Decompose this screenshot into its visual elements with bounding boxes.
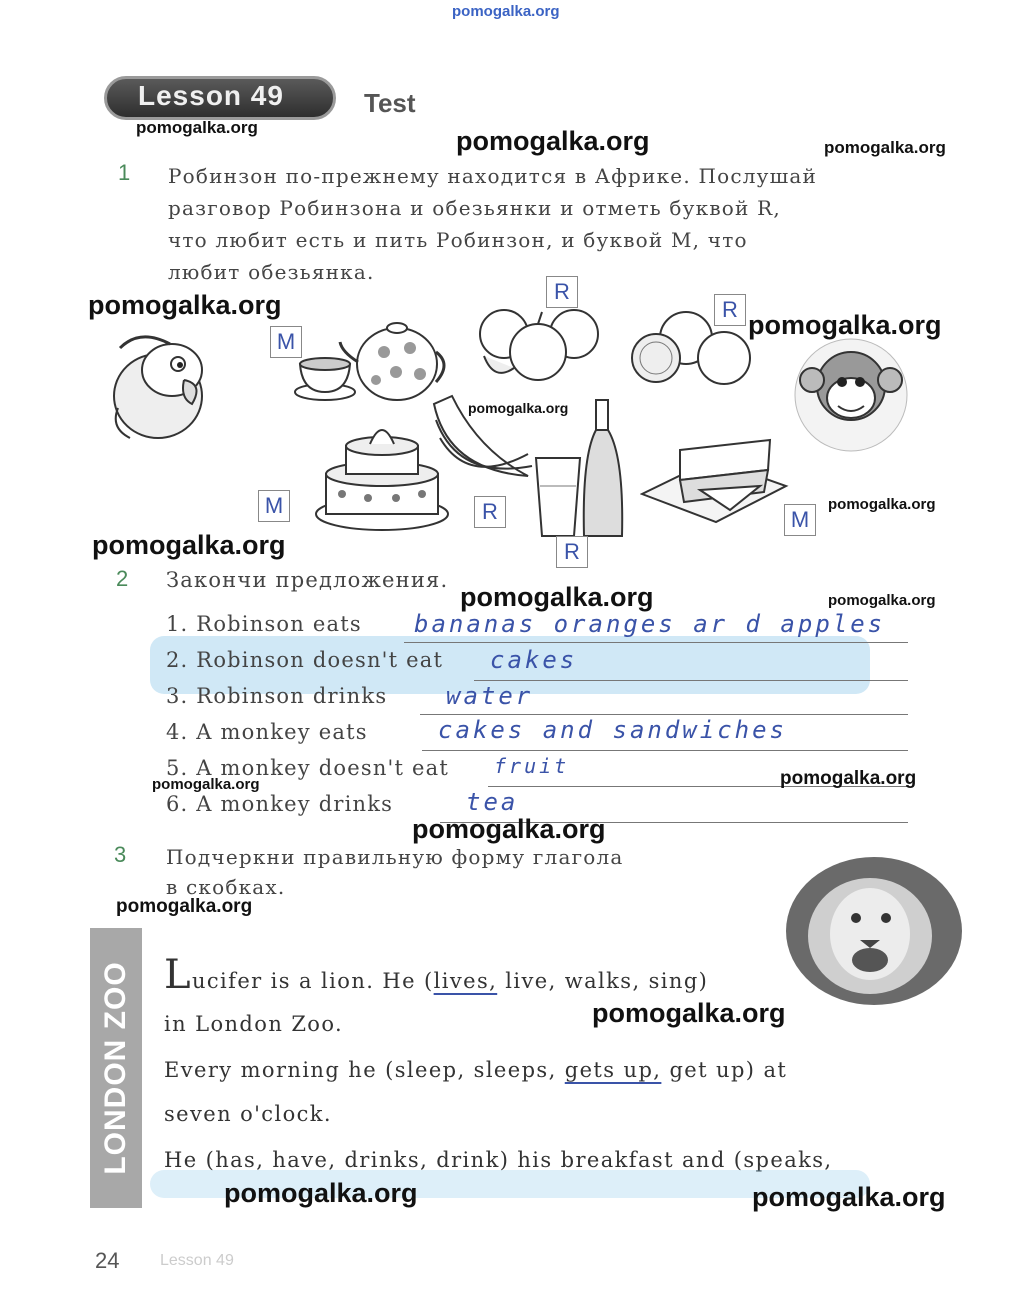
watermark: pomogalka.org [828,496,936,513]
watermark: pomogalka.org [824,138,946,157]
watermark: pomogalka.org [592,998,786,1028]
sentence-4-prompt: 4. A monkey eats [166,720,368,744]
mark-apples[interactable]: R [546,276,578,308]
mark-tea[interactable]: M [270,326,302,358]
sentence-1-prompt: 1. Robinson eats [166,612,362,636]
footer-lesson: Lesson 49 [160,1252,234,1269]
answer-line-4 [422,750,908,751]
watermark: pomogalka.org [456,126,650,156]
sentence-1-answer[interactable]: bananas oranges ar d apples [414,610,886,638]
watermark: pomogalka.org [412,814,606,844]
drop-cap: L [164,952,192,998]
sandwiches-illustration [640,430,790,526]
watermark: pomogalka.org [828,592,936,609]
underlined-lives[interactable]: lives, [433,969,498,993]
text-line-1 [164,952,708,998]
lesson-label: Lesson 49 [138,80,284,111]
mark-bananas[interactable]: R [474,496,506,528]
answer-line-2 [474,680,908,681]
watermark-top: pomogalka.org [452,3,560,20]
watermark: pomogalka.org [752,1182,946,1212]
apples-illustration [474,296,604,386]
watermark: pomogalka.org [748,310,942,340]
watermark: pomogalka.org [92,530,286,560]
watermark: pomogalka.org [460,582,654,612]
text-line-1-a: ucifer is a lion. He ( [191,969,434,993]
answer-line-1 [404,642,908,643]
task1-line-2: разговор Робинзона и обезьянки и отметь буквой R, [168,196,781,220]
text-line-3-b: get up) at [661,1058,788,1082]
watermark: pomogalka.org [136,118,258,137]
page-number: 24 [95,1248,120,1273]
mark-oranges[interactable]: R [714,294,746,326]
water-illustration [530,396,640,546]
task3-number: 3 [114,842,127,867]
sentence-6-prompt: 6. A monkey drinks [166,792,394,816]
watermark: pomogalka.org [88,290,282,320]
sentence-3-answer[interactable]: water [446,682,534,710]
task1-line-3: что любит есть и пить Робинзон, и буквой M, что [168,228,748,252]
task1-line-4: любит обезьянка. [168,260,375,284]
answer-line-3 [420,714,908,715]
text-line-5: He (has, have, drinks, drink) his breakfast and (speaks, [164,1148,833,1172]
sentence-2-prompt: 2. Robinson doesn't eat [166,648,444,672]
watermark: pomogalka.org [116,896,253,917]
task2-number: 2 [116,566,129,591]
watermark: pomogalka.org [224,1178,418,1208]
text-line-3 [164,1058,787,1082]
text-line-3-a: Every morning he (sleep, sleeps, [164,1058,565,1082]
task3-line-2: в скобках. [166,875,286,899]
parrot-illustration [100,318,215,443]
task2-instruction: Закончи предложения. [166,568,449,592]
sentence-6-answer[interactable]: tea [466,788,519,816]
watermark: pomogalka.org [780,768,917,789]
mark-sandwiches[interactable]: M [784,504,816,536]
sentence-5-answer[interactable]: fruit [494,754,570,778]
underlined-gets-up[interactable]: gets up, [564,1058,662,1082]
mark-water[interactable]: R [556,536,588,568]
task3-line-1: Подчеркни правильную форму глагола [166,845,624,869]
task1-line-1: Робинзон по-прежнему находится в Африке. Послушай [168,164,818,188]
page-title: Test [364,88,416,118]
watermark: pomogalka.org [468,400,569,416]
sentence-4-answer[interactable]: cakes and sandwiches [438,716,787,744]
sentence-5-prompt: 5. A monkey doesn't eat [166,756,450,780]
sentence-3-prompt: 3. Robinson drinks [166,684,388,708]
text-line-1-b: live, walks, sing) [497,969,709,993]
sidebar-label: LONDON ZOO [99,961,132,1175]
text-line-4: seven o'clock. [164,1102,332,1126]
text-line-2: in London Zoo. [164,1012,344,1036]
sentence-2-answer[interactable]: cakes [490,646,578,674]
task1-number: 1 [118,160,131,185]
lion-photo [784,856,964,1006]
watermark: pomogalka.org [152,776,260,793]
monkey-illustration [788,336,914,454]
mark-cake[interactable]: M [258,490,290,522]
